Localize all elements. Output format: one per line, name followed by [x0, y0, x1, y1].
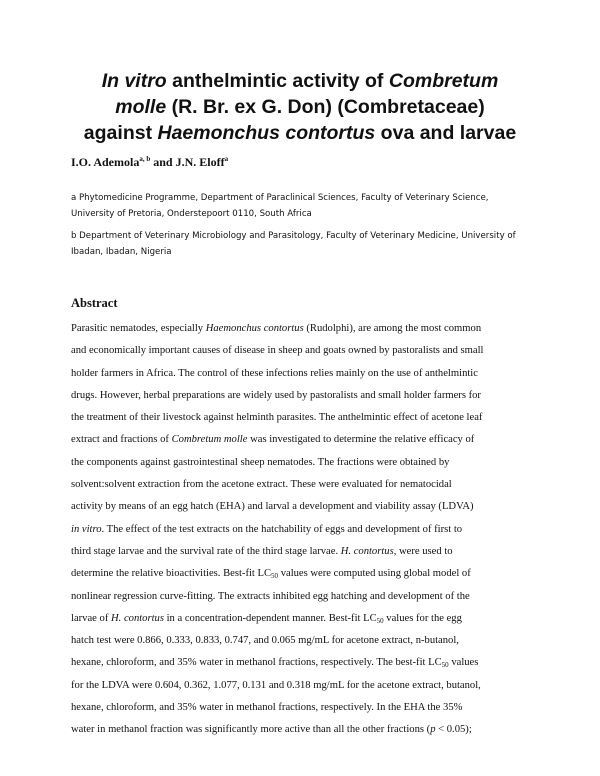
title-italic-text: In vitro: [101, 70, 167, 92]
text-run: larvae of: [71, 612, 111, 624]
italic-term: p: [430, 724, 436, 736]
text-run: third stage larvae and the survival rate of the third stage larvae.: [71, 545, 341, 557]
title-text: ova and larvae: [375, 122, 517, 144]
text-run: values: [448, 657, 479, 669]
abstract-line: [71, 652, 541, 674]
abstract-line: [71, 519, 541, 541]
affiliation-line: b Department of Veterinary Microbiology and Parasitology, Faculty of Veterinary Medicine, University of: [71, 231, 516, 241]
subscript: 50: [271, 572, 279, 581]
affiliation-line: Ibadan, Ibadan, Nigeria: [71, 247, 172, 257]
title-line-1: [40, 68, 560, 94]
author-affiliation-marker: a: [224, 155, 229, 163]
italic-term: in vitro: [71, 523, 102, 535]
author-name: J.N. Eloff: [175, 155, 225, 169]
title-line-2: [40, 94, 560, 120]
text-run: . The effect of the test extracts on the hatchability of eggs and development of first to: [101, 523, 463, 535]
species-name: Haemonchus contortus: [205, 323, 304, 334]
text-run: Parasitic nematodes, especially: [71, 323, 206, 334]
title-text: (R. Br. ex G. Don) (Combretaceae): [166, 96, 485, 118]
species-name: H. contortus: [111, 612, 164, 624]
abstract-line: solvent:solvent extraction from the acetone extract. These were evaluated for nematocidal: [71, 479, 452, 491]
abstract-line: the components against gastrointestinal sheep nematodes. The fractions were obtained by: [71, 456, 450, 468]
abstract-line: nonlinear regression curve-fitting. The extracts inhibited egg hatching and development of the: [71, 590, 470, 602]
species-name: Combretum molle: [171, 434, 248, 446]
text-run: determine the relative bioactivities. Best-fit LC: [71, 568, 272, 580]
affiliation-line: a Phytomedicine Programme, Department of Paraclinical Sciences, Faculty of Veterinary Science,: [71, 193, 489, 203]
author-affiliation-marker: a, b: [139, 155, 151, 163]
abstract-line: [71, 318, 541, 340]
title-text: anthelmintic activity of: [166, 70, 389, 92]
author-line: [71, 155, 228, 170]
title-text: against: [83, 122, 158, 144]
abstract-body: [71, 318, 541, 742]
species-name: H. contortus: [340, 545, 394, 557]
title-italic-text: Haemonchus contortus: [157, 122, 376, 144]
abstract-line: [71, 541, 541, 563]
abstract-line: drugs. However, herbal preparations are widely used by pastoralists and small holder farmers for: [71, 389, 481, 401]
author-conjunction: and: [150, 155, 176, 169]
text-run: values were computed using global model of: [278, 568, 471, 580]
text-run: in a concentration-dependent manner. Best-fit LC: [163, 612, 377, 624]
title-line-3: [40, 120, 560, 146]
text-run: < 0.05);: [435, 724, 472, 736]
text-run: hexane, chloroform, and 35% water in methanol fractions, respectively. The best-fit LC: [71, 657, 442, 669]
author-name: I.O. Ademola: [71, 155, 140, 169]
text-run: values for the egg: [383, 612, 462, 624]
subscript: 50: [441, 661, 449, 670]
title-italic-text: Combretum: [388, 70, 499, 92]
text-run: was investigated to determine the relative efficacy of: [247, 434, 475, 446]
abstract-line: the treatment of their livestock against helminth parasites. The anthelmintic effect of acetone leaf: [71, 412, 483, 424]
paper-title: [40, 68, 560, 146]
title-italic-text: molle: [115, 96, 167, 118]
abstract-line: for the LDVA were 0.604, 0.362, 1.077, 0.131 and 0.318 mg/mL for the acetone extract, butanol,: [71, 679, 481, 691]
text-run: extract and fractions of: [71, 434, 172, 446]
text-run: , were used to: [393, 545, 453, 557]
abstract-line: hexane, chloroform, and 35% water in methanol fractions, respectively. In the EHA the 35%: [71, 702, 463, 714]
affiliation-b: [71, 228, 541, 260]
affiliation-a: [71, 190, 541, 222]
affiliation-line: University of Pretoria, Onderstepoort 0110, South Africa: [71, 209, 312, 219]
abstract-line: [71, 719, 541, 741]
abstract-line: activity by means of an egg hatch (EHA) and larval a development and viability assay (LDVA): [71, 501, 474, 513]
subscript: 50: [376, 616, 384, 625]
abstract-line: and economically important causes of disease in sheep and goats owned by pastoralists and small: [71, 345, 484, 357]
abstract-heading: Abstract: [71, 296, 118, 310]
abstract-line: [71, 608, 541, 630]
abstract-line: [71, 563, 541, 585]
abstract-line: hatch test were 0.866, 0.333, 0.833, 0.747, and 0.065 mg/mL for acetone extract, n-butanol,: [71, 635, 459, 647]
abstract-line: holder farmers in Africa. The control of these infections relies mainly on the use of anthelmintic: [71, 367, 478, 379]
abstract-line: [71, 429, 541, 451]
text-run: water in methanol fraction was significantly more active than all the other fractions (: [71, 724, 431, 736]
text-run: (Rudolphi), are among the most common: [303, 323, 482, 334]
